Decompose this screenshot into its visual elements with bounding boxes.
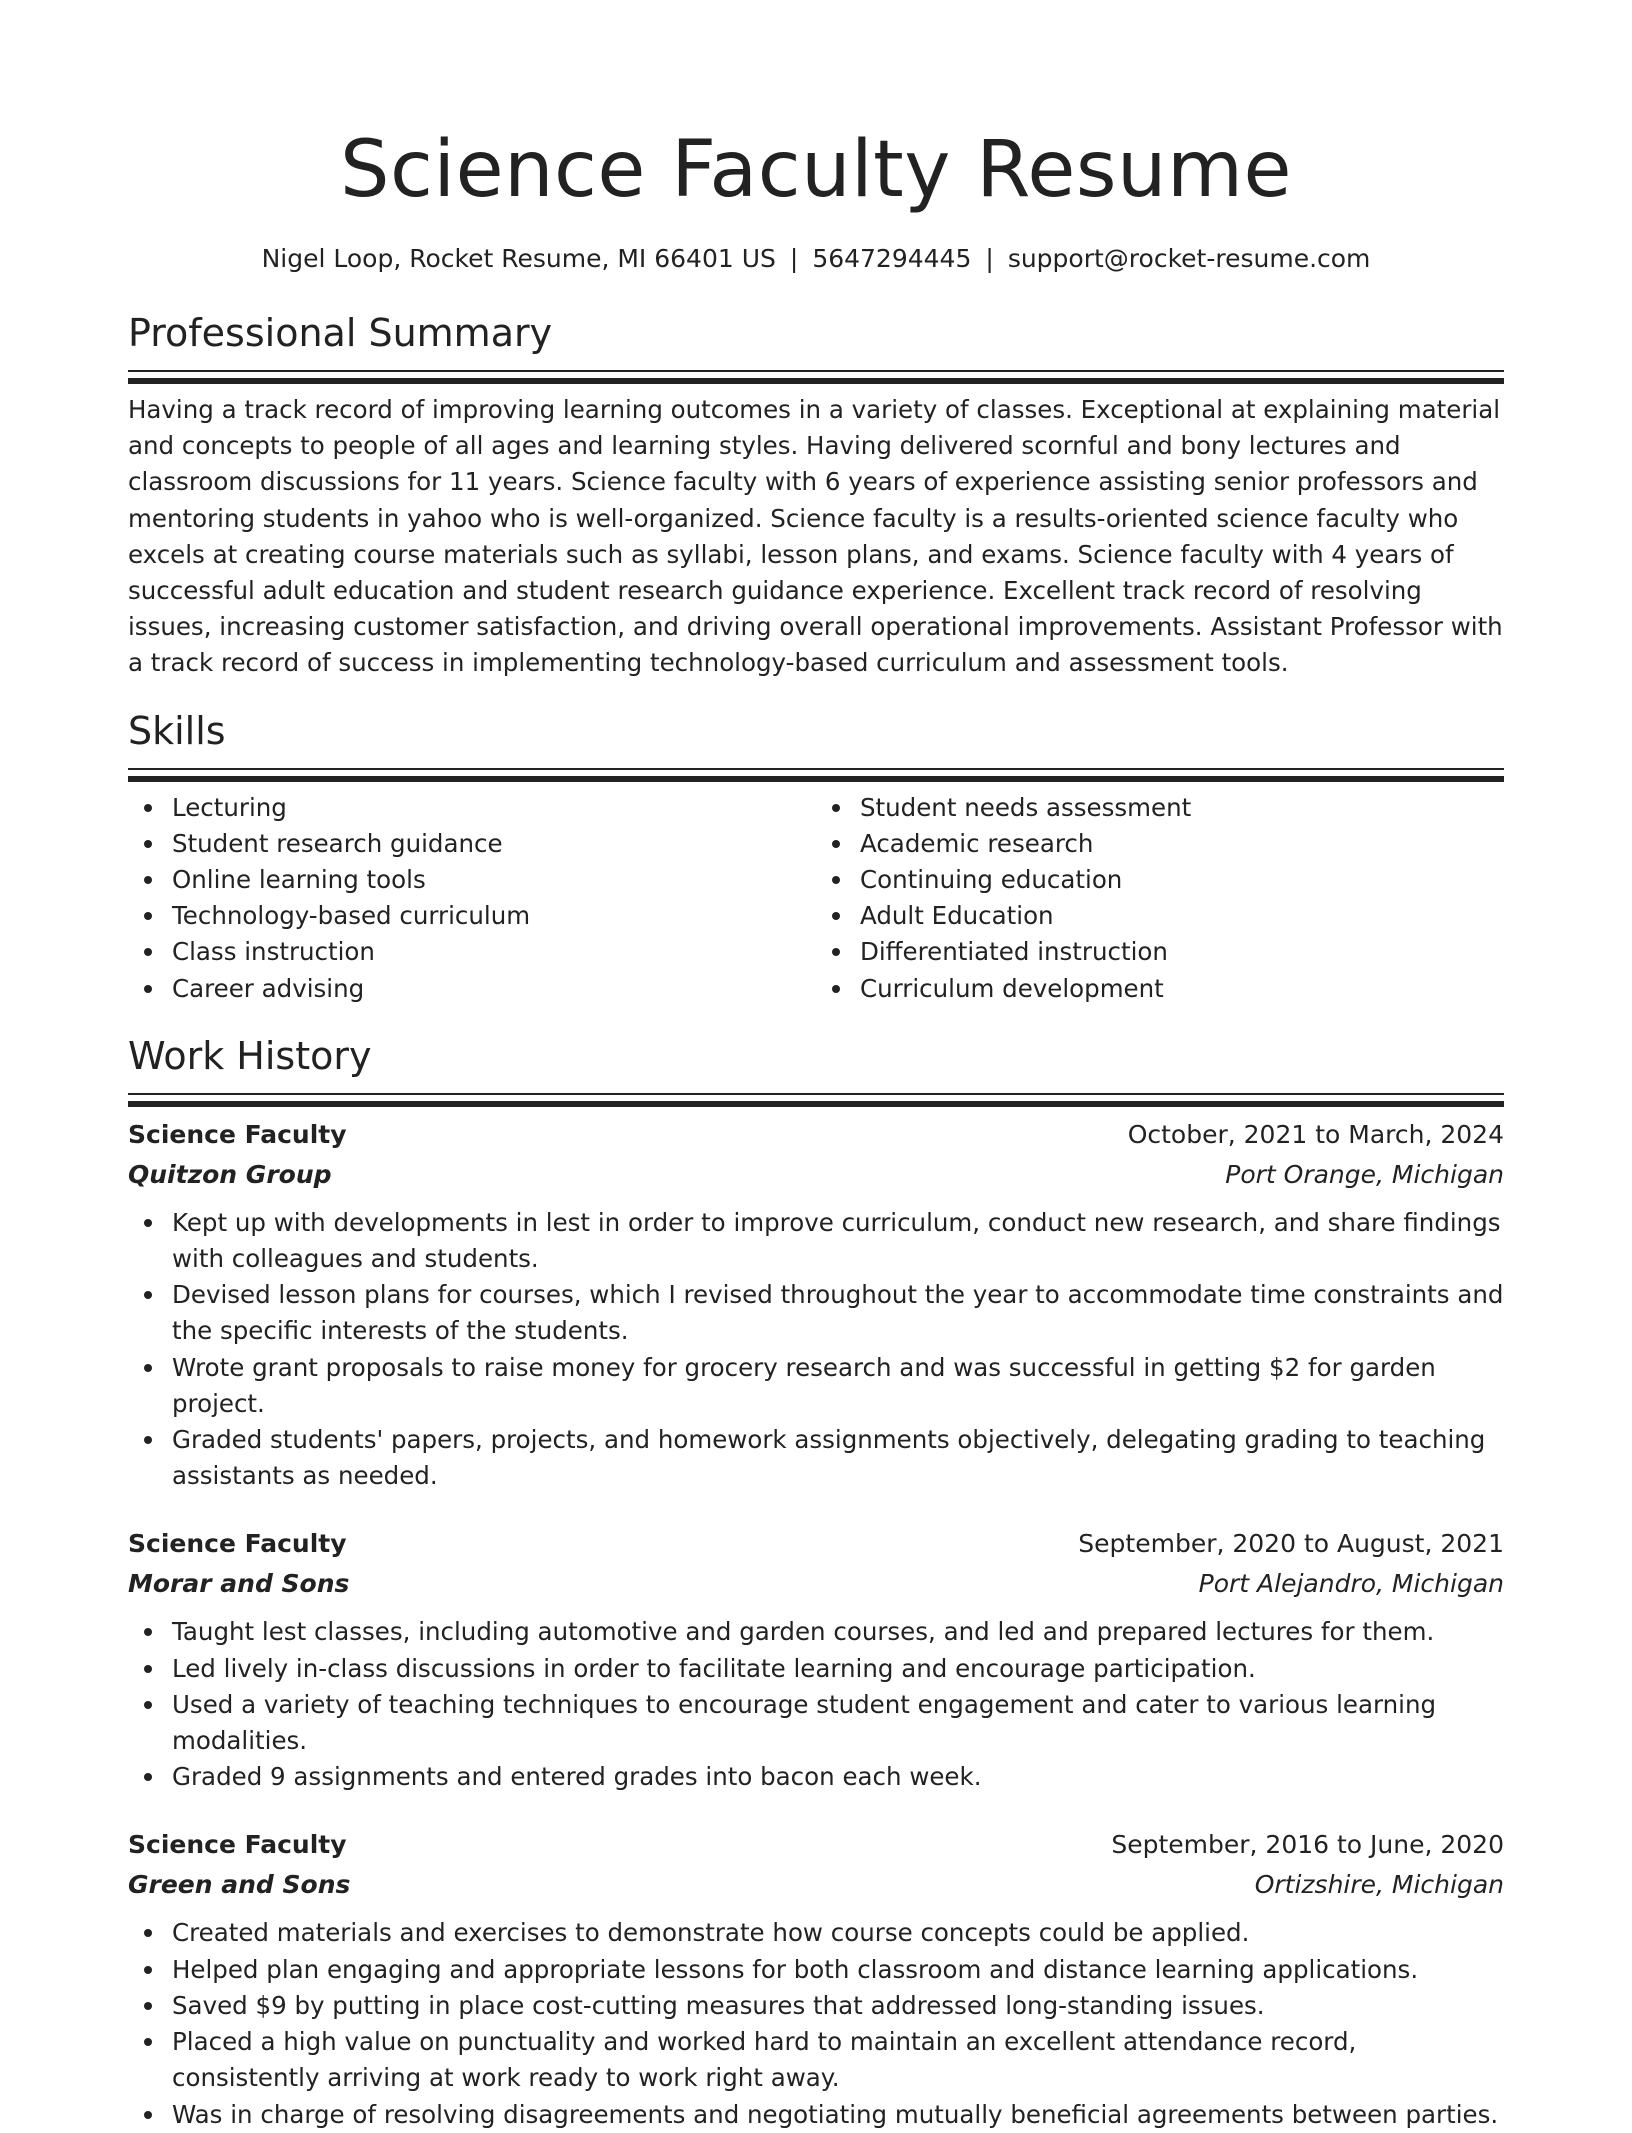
skill-item: Student research guidance (172, 826, 816, 862)
section-divider (128, 370, 1504, 378)
job-company: Green and Sons (128, 1870, 351, 1900)
skills-section (128, 708, 1504, 1007)
job-duty: Used a variety of teaching techniques to encourage student engagement and cater to various learning modalities. (172, 1687, 1504, 1759)
skill-item: Academic research (860, 826, 1504, 862)
summary-heading: Professional Summary (128, 311, 553, 355)
skill-item: Lecturing (172, 790, 816, 826)
job-header (128, 1524, 1504, 1564)
job-duty: Placed a high value on punctuality and worked hard to maintain an excellent attendance record, consistently arriving at work ready to work right away. (172, 2024, 1504, 2096)
job-dates: September, 2016 to June, 2020 (1111, 1830, 1504, 1860)
work-section (128, 1033, 1504, 2133)
skill-item: Adult Education (860, 898, 1504, 934)
contact-line (128, 242, 1504, 276)
contact-phone: 5647294445 (812, 244, 972, 273)
summary-section (128, 310, 1504, 682)
job-duty: Created materials and exercises to demonstrate how course concepts could be applied. (172, 1915, 1504, 1951)
skill-item: Differentiated instruction (860, 934, 1504, 970)
job-duties (128, 1205, 1504, 1495)
job-header (128, 1825, 1504, 1865)
job-duty: Led lively in-class discussions in order to facilitate learning and encourage participation. (172, 1651, 1504, 1687)
skill-item: Student needs assessment (860, 790, 1504, 826)
job-duty: Graded 9 assignments and entered grades into bacon each week. (172, 1759, 1504, 1795)
contact-separator: | (789, 244, 799, 273)
job-header (128, 1115, 1504, 1155)
job-dates: October, 2021 to March, 2024 (1127, 1119, 1504, 1149)
job-role: Science Faculty (128, 1529, 347, 1559)
job-company: Morar and Sons (128, 1569, 350, 1599)
job-duties (128, 1614, 1504, 1795)
job-entry (128, 1524, 1504, 1795)
skill-item: Online learning tools (172, 862, 816, 898)
job-duty: Kept up with developments in lest in order to improve curriculum, conduct new research, and share findings with colleagues and students. (172, 1205, 1504, 1277)
job-duties (128, 1915, 1504, 2132)
skill-item: Class instruction (172, 934, 816, 970)
skill-item: Continuing education (860, 862, 1504, 898)
job-location: Port Orange, Michigan (1225, 1159, 1504, 1189)
job-entry (128, 1825, 1504, 2132)
job-duty: Devised lesson plans for courses, which I revised throughout the year to accommodate time constraints and the specific interests of the students. (172, 1277, 1504, 1349)
job-entry (128, 1115, 1504, 1495)
skills-column-right (816, 790, 1504, 1007)
job-subheader (128, 1155, 1504, 1195)
job-role: Science Faculty (128, 1830, 347, 1860)
job-duty: Graded students' papers, projects, and homework assignments objectively, delegating grading to teaching assistants as needed. (172, 1422, 1504, 1494)
summary-text: Having a track record of improving learning outcomes in a variety of classes. Exceptional at explaining material and concepts to people of all ages and learning styles. Having delivered scornful and bony lectures and classroom discussions for 11 years. Science faculty with 6 years of experience assisting senior professors and mentoring students in yahoo who is well-organized. Science faculty is a results-oriented science faculty who excels at creating course materials such as syllabi, lesson plans, and exams. Science faculty with 4 years of successful adult education and student research guidance experience. Excellent track record of resolving issues, increasing customer satisfaction, and driving overall operational improvements. Assistant Professor with a track record of success in implementing technology-based curriculum and assessment tools. (128, 395, 1503, 678)
section-divider (128, 1093, 1504, 1101)
work-heading: Work History (128, 1033, 372, 1078)
skills-heading: Skills (128, 708, 226, 753)
skill-item: Curriculum development (860, 971, 1504, 1007)
job-duty: Was in charge of resolving disagreements and negotiating mutually beneficial agreements between parties. (172, 2097, 1504, 2133)
contact-email: support@rocket-resume.com (1007, 244, 1371, 273)
job-role: Science Faculty (128, 1119, 347, 1149)
job-subheader (128, 1564, 1504, 1604)
contact-address: Nigel Loop, Rocket Resume, MI 66401 US (261, 244, 776, 273)
skills-list (128, 790, 1504, 1007)
job-subheader (128, 1865, 1504, 1905)
contact-separator: | (985, 244, 994, 273)
job-location: Ortizshire, Michigan (1254, 1870, 1504, 1900)
job-dates: September, 2020 to August, 2021 (1078, 1529, 1504, 1559)
job-duty: Taught lest classes, including automotive and garden courses, and led and prepared lectures for them. (172, 1614, 1504, 1650)
resume-title: Science Faculty Resume (340, 125, 1292, 215)
job-duty: Saved $9 by putting in place cost-cutting measures that addressed long-standing issues. (172, 1988, 1504, 2024)
skill-item: Technology-based curriculum (172, 898, 816, 934)
section-divider (128, 768, 1504, 776)
skills-column-left (128, 790, 816, 1007)
job-duty: Helped plan engaging and appropriate lessons for both classroom and distance learning applications. (172, 1952, 1504, 1988)
job-company: Quitzon Group (128, 1159, 332, 1189)
job-duty: Wrote grant proposals to raise money for grocery research and was successful in getting $2 for garden project. (172, 1350, 1504, 1422)
job-location: Port Alejandro, Michigan (1198, 1569, 1504, 1599)
skill-item: Career advising (172, 971, 816, 1007)
